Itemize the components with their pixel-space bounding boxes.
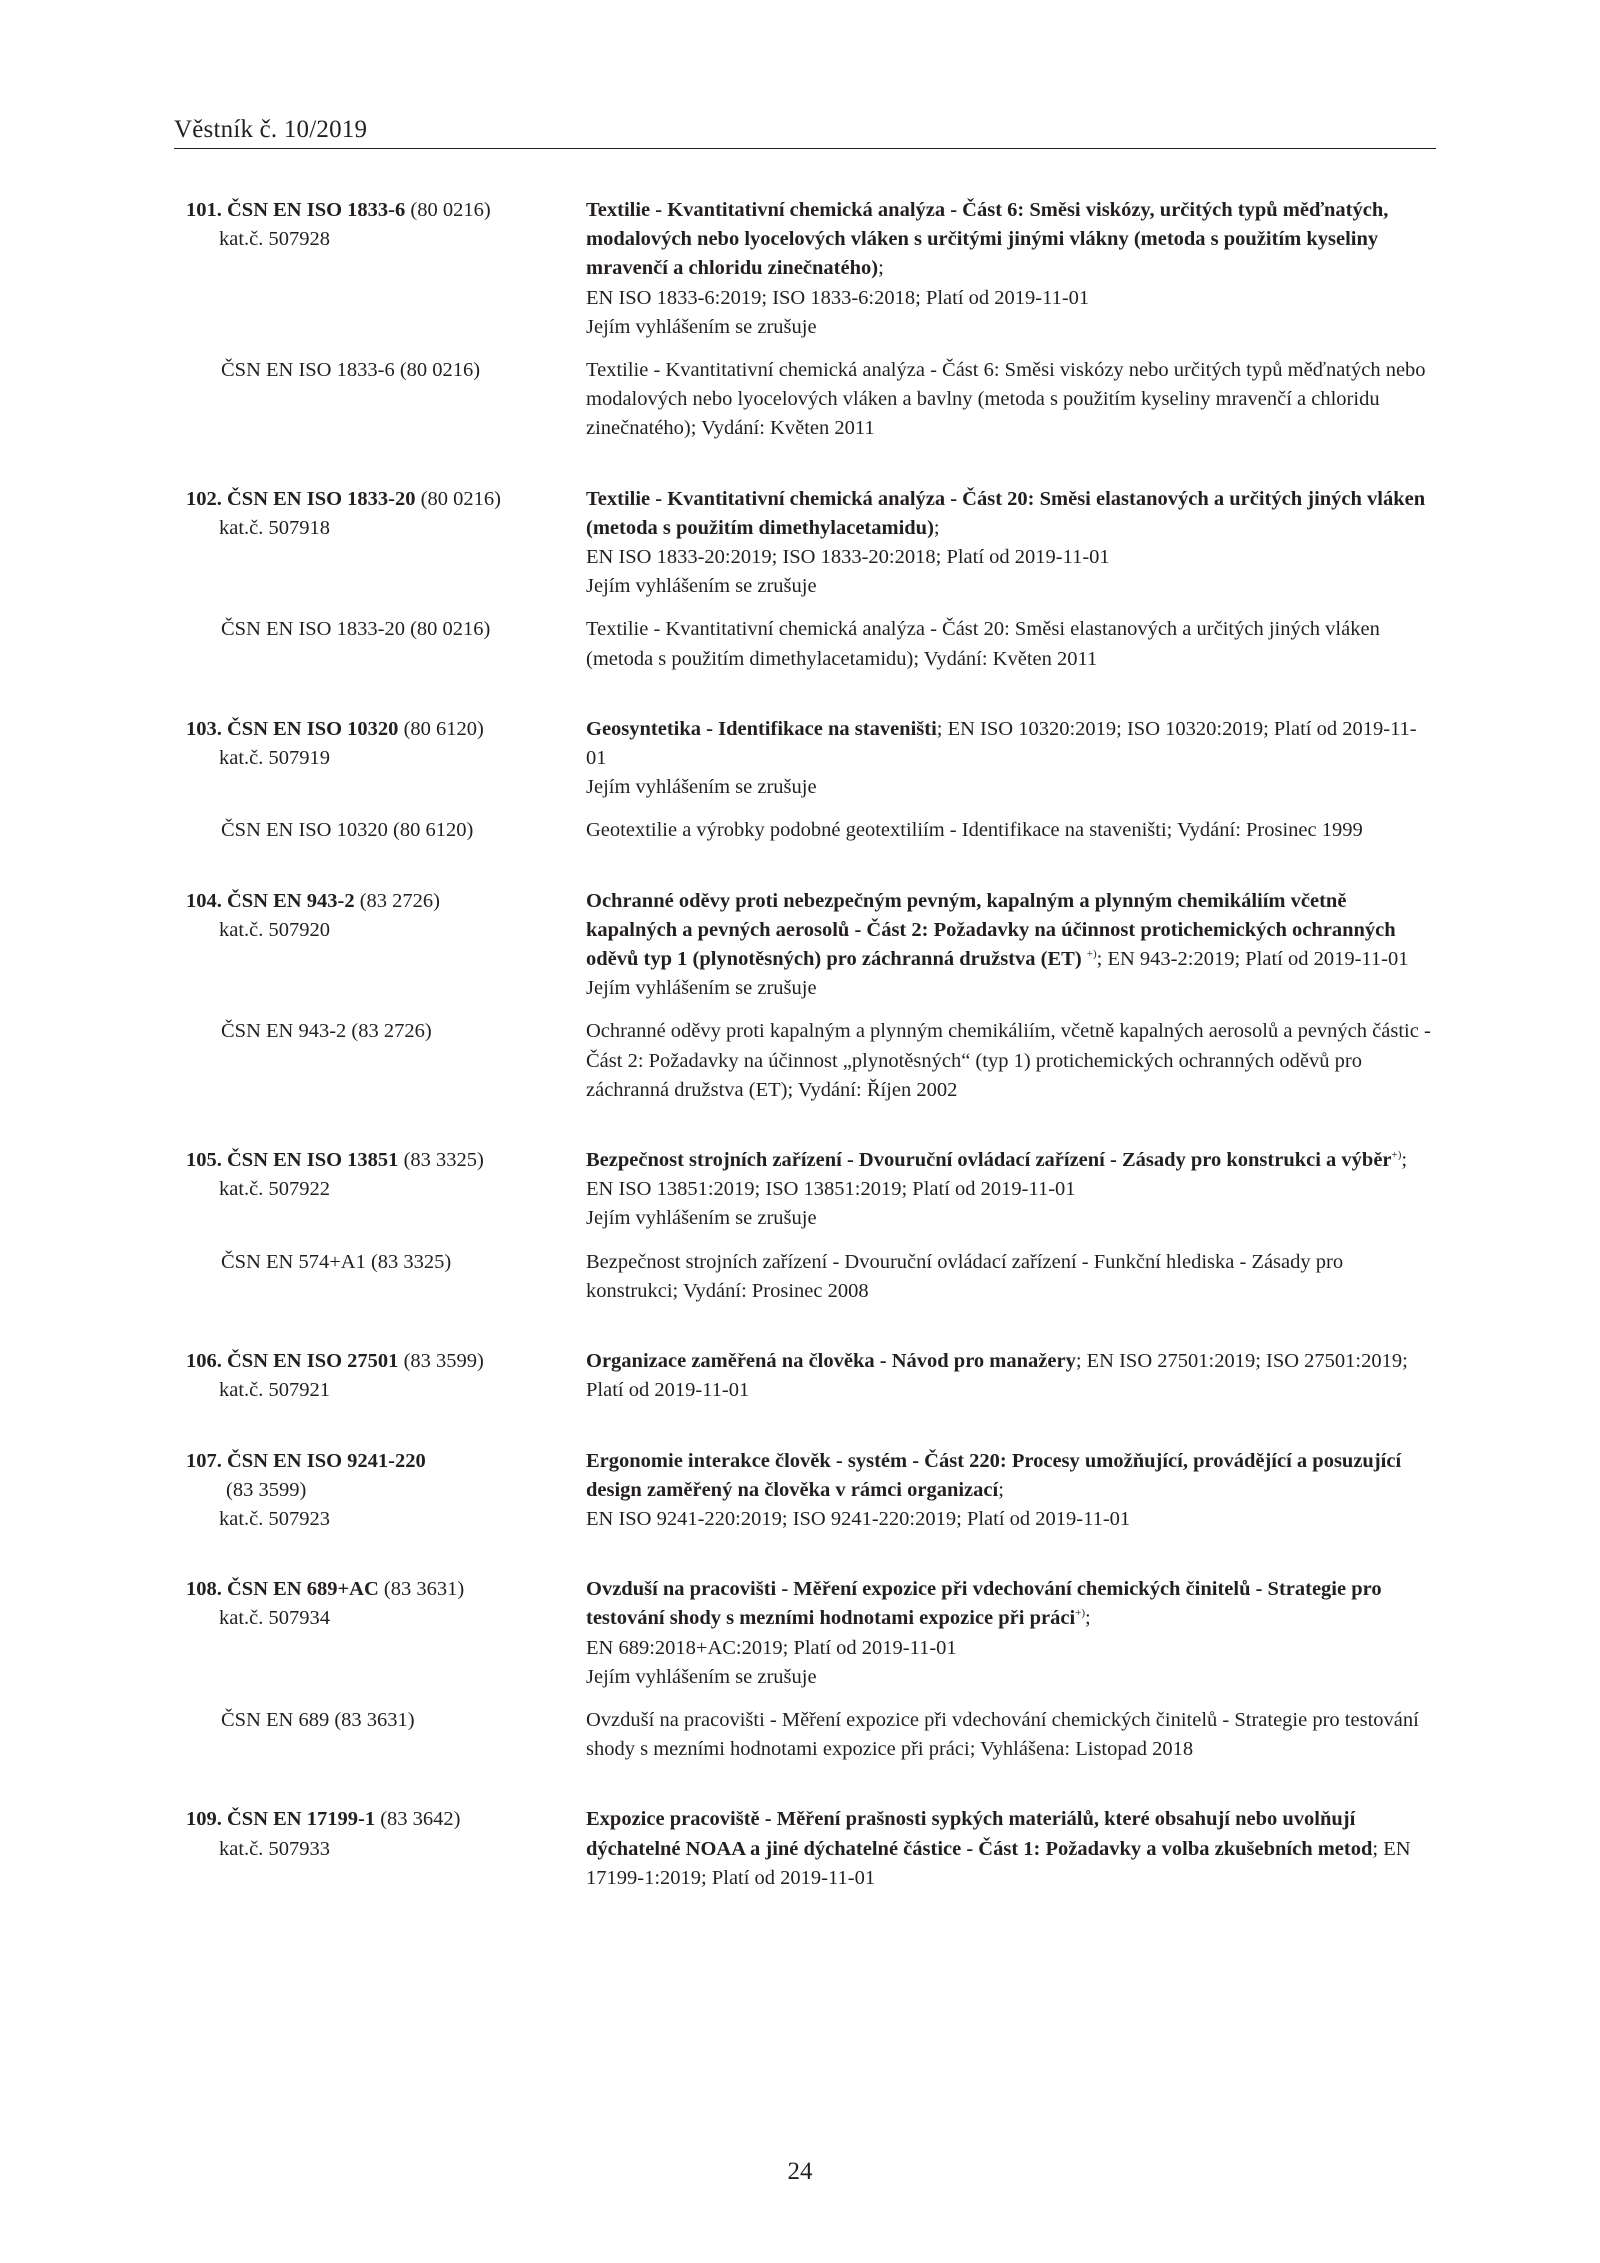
abolish-note: Jejím vyhlášením se zrušuje bbox=[586, 575, 817, 598]
standard-code: ČSN EN ISO 13851 bbox=[227, 1149, 399, 1172]
replaced-code: ČSN EN ISO 10320 (80 6120) bbox=[221, 819, 474, 842]
standard-meta-suffix: ; EN 17199-1:2019; Platí od 2019-11-01 bbox=[586, 1837, 1411, 1889]
class-code: (80 0216) bbox=[420, 487, 501, 510]
standard-entry bbox=[186, 1575, 1436, 1764]
replaced-code: ČSN EN 943-2 (83 2726) bbox=[221, 1020, 432, 1043]
standard-meta: EN ISO 1833-6:2019; ISO 1833-6:2018; Platí od 2019-11-01 bbox=[586, 286, 1090, 309]
abolish-note: Jejím vyhlášením se zrušuje bbox=[586, 315, 817, 338]
catalog-number: kat.č. 507921 bbox=[219, 1379, 331, 1402]
standard-entry bbox=[186, 1805, 1436, 1893]
standards-list bbox=[186, 196, 1436, 1934]
standard-code: ČSN EN ISO 27501 bbox=[227, 1350, 399, 1373]
footnote-marker: +) bbox=[1075, 1607, 1086, 1620]
abolish-note: Jejím vyhlášením se zrušuje bbox=[586, 1207, 817, 1230]
standard-title: Bezpečnost strojních zařízení - Dvouruční ovládací zařízení - Zásady pro konstrukci a výběr bbox=[586, 1149, 1392, 1172]
standard-entry bbox=[186, 196, 1436, 444]
catalog-number: kat.č. 507920 bbox=[219, 918, 331, 941]
catalog-number: kat.č. 507933 bbox=[219, 1837, 331, 1860]
journal-title: Věstník č. 10/2019 bbox=[174, 116, 368, 143]
replaced-code: ČSN EN 689 (83 3631) bbox=[221, 1708, 415, 1731]
standard-entry bbox=[186, 715, 1436, 846]
entry-number: 107. bbox=[186, 1449, 222, 1472]
standard-entry bbox=[186, 887, 1436, 1105]
entry-number: 104. bbox=[186, 889, 222, 912]
replaced-code: ČSN EN ISO 1833-6 (80 0216) bbox=[221, 359, 481, 382]
page-header bbox=[174, 110, 1436, 149]
footnote-marker: +) bbox=[1391, 1149, 1402, 1162]
standard-entry bbox=[186, 1146, 1436, 1306]
entry-number: 108. bbox=[186, 1578, 222, 1601]
standard-meta-suffix: ; EN ISO 13851:2019; ISO 13851:2019; Platí od 2019-11-01 bbox=[586, 1149, 1408, 1201]
standard-meta: EN ISO 1833-20:2019; ISO 1833-20:2018; Platí od 2019-11-01 bbox=[586, 546, 1110, 569]
entry-number: 101. bbox=[186, 199, 222, 221]
standard-meta: EN ISO 9241-220:2019; ISO 9241-220:2019; Platí od 2019-11-01 bbox=[586, 1507, 1131, 1530]
standard-meta-suffix: ; EN 943-2:2019; Platí od 2019-11-01 bbox=[1096, 948, 1409, 971]
entry-number: 109. bbox=[186, 1808, 222, 1831]
standard-title: Organizace zaměřená na člověka - Návod pro manažery bbox=[586, 1350, 1076, 1373]
class-code: (80 0216) bbox=[410, 199, 491, 221]
standard-code: ČSN EN ISO 1833-20 bbox=[227, 487, 416, 510]
entry-number: 103. bbox=[186, 717, 222, 740]
replaced-title: Geotextilie a výrobky podobné geotextiliím - Identifikace na staveništi; Vydání: Prosinec 1999 bbox=[586, 819, 1363, 842]
standard-entry bbox=[186, 485, 1436, 674]
class-code: (83 3631) bbox=[383, 1578, 465, 1601]
page-number: 24 bbox=[787, 2158, 813, 2185]
standard-title: Ochranné oděvy proti nebezpečným pevným, kapalným a plynným chemikáliím včetně kapalných a pevných aerosolů - Část 2: Požadavky na účinnost protichemických ochranných oděvů typ 1 (plynotěsných) pro záchranná družstva (ET) bbox=[586, 889, 1396, 971]
replaced-title: Textilie - Kvantitativní chemická analýza - Část 20: Směsi elastanových a určitých jiných vláken (metoda s použitím dimethylacetamidu); Vydání: Květen 2011 bbox=[586, 618, 1380, 670]
catalog-number: kat.č. 507919 bbox=[219, 747, 331, 770]
standard-title: Expozice pracoviště - Měření prašnosti sypkých materiálů, které obsahují nebo uvolňují dýchatelné NOAA a jiné dýchatelné částice - Část 1: Požadavky a volba zkušebních metod bbox=[586, 1808, 1373, 1860]
standard-title: Textilie - Kvantitativní chemická analýza - Část 20: Směsi elastanových a určitých jiných vláken (metoda s použitím dimethylacetamidu) bbox=[586, 487, 1426, 539]
standard-meta-suffix: ; bbox=[998, 1478, 1004, 1501]
standard-title: Ovzduší na pracovišti - Měření expozice při vdechování chemických činitelů - Strategie pro testování shody s mezními hodnotami expozice při práci bbox=[586, 1578, 1382, 1630]
standard-entry bbox=[186, 1447, 1436, 1535]
catalog-number: kat.č. 507922 bbox=[219, 1178, 331, 1201]
replaced-title: Bezpečnost strojních zařízení - Dvouruční ovládací zařízení - Funkční hlediska - Zásady pro konstrukci; Vydání: Prosinec 2008 bbox=[586, 1250, 1344, 1302]
standard-title: Ergonomie interakce člověk - systém - Část 220: Procesy umožňující, provádějící a posuzující design zaměřený na člověka v rámci organizací bbox=[586, 1449, 1402, 1501]
abolish-note: Jejím vyhlášením se zrušuje bbox=[586, 1665, 817, 1688]
standard-code: ČSN EN 17199-1 bbox=[227, 1808, 376, 1831]
standard-code: ČSN EN ISO 1833-6 bbox=[227, 199, 406, 221]
standard-code: ČSN EN ISO 9241-220 bbox=[227, 1449, 426, 1472]
abolish-note: Jejím vyhlášením se zrušuje bbox=[586, 977, 817, 1000]
footnote-marker: +) bbox=[1086, 948, 1097, 961]
catalog-number: kat.č. 507918 bbox=[219, 516, 331, 539]
abolish-note: Jejím vyhlášením se zrušuje bbox=[586, 776, 817, 799]
class-code: (83 3642) bbox=[380, 1808, 461, 1831]
standard-entry bbox=[186, 1347, 1436, 1405]
standard-meta-suffix: ; EN ISO 10320:2019; ISO 10320:2019; Platí od 2019-11-01 bbox=[586, 717, 1417, 770]
standard-title: Geosyntetika - Identifikace na staveništi bbox=[586, 717, 937, 740]
standard-code: ČSN EN ISO 10320 bbox=[227, 717, 399, 740]
class-code: (83 3599) bbox=[226, 1478, 307, 1501]
replaced-code: ČSN EN ISO 1833-20 (80 0216) bbox=[221, 618, 491, 641]
class-code: (83 3599) bbox=[403, 1350, 484, 1373]
catalog-number: kat.č. 507934 bbox=[219, 1607, 331, 1630]
replaced-title: Textilie - Kvantitativní chemická analýza - Část 6: Směsi viskózy nebo určitých typů měďnatých nebo modalových nebo lyocelových vláken a bavlny (metoda s použitím kyseliny mravenčí a chloridu zinečnatého); Vydání: Květen 2011 bbox=[586, 359, 1426, 440]
class-code: (83 2726) bbox=[359, 889, 440, 912]
entry-number: 106. bbox=[186, 1350, 222, 1373]
entry-number: 102. bbox=[186, 487, 222, 510]
replaced-title: Ovzduší na pracovišti - Měření expozice při vdechování chemických činitelů - Strategie pro testování shody s mezními hodnotami expozice při práci; Vyhlášena: Listopad 2018 bbox=[586, 1708, 1419, 1761]
standard-code: ČSN EN 689+AC bbox=[227, 1578, 379, 1601]
replaced-title: Ochranné oděvy proti kapalným a plynným chemikáliím, včetně kapalných aerosolů a pevných částic - Část 2: Požadavky na účinnost „plynotěsných“ (typ 1) protichemických ochranných oděvů pro záchranná družstva (ET); Vydání: Říjen 2002 bbox=[586, 1020, 1431, 1101]
standard-meta-suffix: ; EN ISO 27501:2019; ISO 27501:2019; Platí od 2019-11-01 bbox=[586, 1350, 1408, 1402]
standard-meta-suffix: ; bbox=[878, 257, 884, 280]
standard-meta-suffix: ; bbox=[933, 516, 940, 539]
class-code: (80 6120) bbox=[403, 717, 484, 740]
entry-number: 105. bbox=[186, 1149, 222, 1172]
catalog-number: kat.č. 507923 bbox=[219, 1507, 331, 1530]
standard-code: ČSN EN 943-2 bbox=[227, 889, 355, 912]
standard-meta: EN 689:2018+AC:2019; Platí od 2019-11-01 bbox=[586, 1636, 957, 1659]
class-code: (83 3325) bbox=[403, 1149, 484, 1172]
replaced-code: ČSN EN 574+A1 (83 3325) bbox=[221, 1250, 452, 1273]
standard-meta-suffix: ; bbox=[1085, 1607, 1091, 1630]
standard-title: Textilie - Kvantitativní chemická analýza - Část 6: Směsi viskózy, určitých typů měďnatých, modalových nebo lyocelových vláken s určitými jinými vlákny (metoda s použitím kyseliny mravenčí a chloridu zinečnatého) bbox=[586, 199, 1389, 280]
catalog-number: kat.č. 507928 bbox=[219, 228, 331, 251]
